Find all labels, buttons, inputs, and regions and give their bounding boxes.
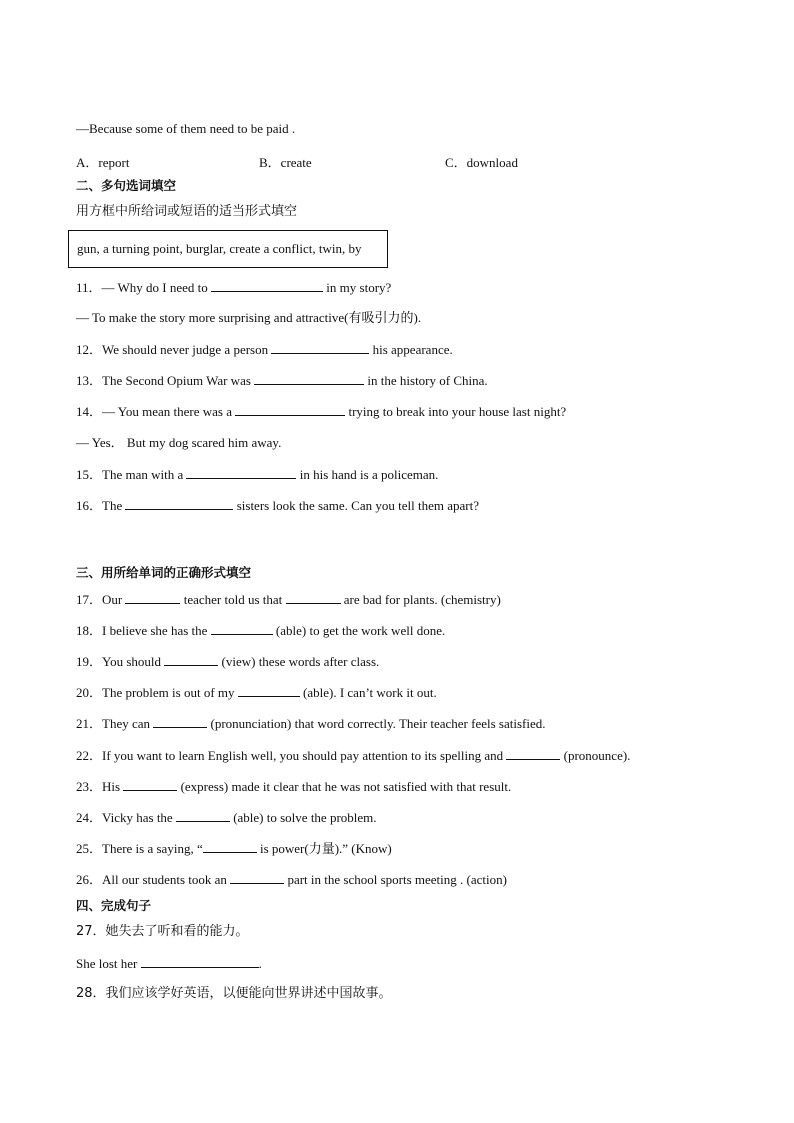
option-c: C．download <box>445 155 518 170</box>
q24-line <box>76 809 377 826</box>
q20-blank[interactable] <box>238 684 300 697</box>
word-box-text: gun, a turning point, burglar, create a conflict, twin, by <box>77 241 362 256</box>
option-a: A．report <box>76 155 130 170</box>
q14-blank[interactable] <box>235 403 345 416</box>
q12-tail: his appearance. <box>372 342 453 357</box>
q25-blank[interactable] <box>203 840 257 853</box>
q20-prompt: 20．The problem is out of my <box>76 685 235 700</box>
q26-blank[interactable] <box>230 871 284 884</box>
q23-line <box>76 778 511 795</box>
q24-prompt: 24．Vicky has the <box>76 810 173 825</box>
q21-line <box>76 715 546 732</box>
q17-middle: teacher told us that <box>183 592 283 607</box>
q27-prompt: She lost her <box>76 956 138 971</box>
q23-tail: (express) made it clear that he was not satisfied with that result. <box>180 779 512 794</box>
q11-prompt: 11．— Why do I need to <box>76 280 208 295</box>
q17-tail: are bad for plants. (chemistry) <box>343 592 501 607</box>
q14-tail: trying to break into your house last night? <box>348 404 567 419</box>
q21-tail: (pronunciation) that word correctly. Their teacher feels satisfied. <box>210 716 546 731</box>
q27-chinese: 27．她失去了听和看的能力。 <box>76 924 249 939</box>
q13-prompt: 13．The Second Opium War was <box>76 373 251 388</box>
q27-tail: . <box>258 956 262 971</box>
q23-blank[interactable] <box>123 778 177 791</box>
q17-blank-1[interactable] <box>125 591 180 604</box>
q28-chinese: 28．我们应该学好英语，以便能向世界讲述中国故事。 <box>76 986 392 1001</box>
q11-line <box>76 279 391 296</box>
q12-line <box>76 341 453 358</box>
q24-tail: (able) to solve the problem. <box>233 810 377 825</box>
q14-line <box>76 403 566 420</box>
q16-blank[interactable] <box>125 497 233 510</box>
q14-response: — Yes． But my dog scared him away. <box>76 435 282 450</box>
q25-prompt: 25．There is a saying, “ <box>76 841 203 856</box>
q16-tail: sisters look the same. Can you tell them apart? <box>236 498 479 513</box>
q13-tail: in the history of China. <box>367 373 488 388</box>
option-b: B．create <box>259 155 312 170</box>
word-box <box>68 230 388 268</box>
q16-prompt: 16．The <box>76 498 123 513</box>
q18-prompt: 18．I believe she has the <box>76 623 208 638</box>
q11-tail: in my story? <box>326 280 392 295</box>
q19-tail: (view) these words after class. <box>221 654 380 669</box>
q21-blank[interactable] <box>153 715 207 728</box>
q14-prompt: 14．— You mean there was a <box>76 404 232 419</box>
q12-blank[interactable] <box>271 341 369 354</box>
q13-line <box>76 372 488 389</box>
q18-tail: (able) to get the work well done. <box>275 623 446 638</box>
q15-blank[interactable] <box>186 466 296 479</box>
q26-tail: part in the school sports meeting . (action) <box>287 872 507 887</box>
q22-tail: (pronounce). <box>563 748 631 763</box>
q26-prompt: 26．All our students took an <box>76 872 227 887</box>
q11-response: — To make the story more surprising and attractive(有吸引力的). <box>76 310 422 325</box>
q19-line <box>76 653 379 670</box>
q21-prompt: 21．They can <box>76 716 151 731</box>
q18-blank[interactable] <box>211 622 273 635</box>
q10-answer-line: —Because some of them need to be paid . <box>76 121 296 136</box>
section2-instruction: 用方框中所给词或短语的适当形式填空 <box>76 204 298 219</box>
section4-title: 四、完成句子 <box>76 898 152 913</box>
section3-title: 三、用所给单词的正确形式填空 <box>76 565 252 580</box>
q12-prompt: 12．We should never judge a person <box>76 342 269 357</box>
q19-prompt: 19．You should <box>76 654 162 669</box>
q17-blank-2[interactable] <box>286 591 341 604</box>
q15-line <box>76 466 438 483</box>
section2-title: 二、多句选词填空 <box>76 178 177 193</box>
q20-tail: (able). I can’t work it out. <box>303 685 437 700</box>
q17-prompt: 17．Our <box>76 592 123 607</box>
q19-blank[interactable] <box>164 653 218 666</box>
q15-prompt: 15．The man with a <box>76 467 184 482</box>
q18-line <box>76 622 445 639</box>
q20-line <box>76 684 437 701</box>
q16-line <box>76 497 479 514</box>
q27-blank[interactable] <box>141 955 259 968</box>
q11-blank[interactable] <box>211 279 323 292</box>
q22-prompt: 22．If you want to learn English well, you should pay attention to its spelling and <box>76 748 504 763</box>
q27-line <box>76 955 262 972</box>
q22-line <box>76 747 630 764</box>
q23-prompt: 23．His <box>76 779 121 794</box>
q26-line <box>76 871 507 888</box>
q17-line <box>76 591 501 608</box>
q24-blank[interactable] <box>176 809 230 822</box>
q13-blank[interactable] <box>254 372 364 385</box>
q22-blank[interactable] <box>506 747 560 760</box>
q25-line <box>76 840 392 857</box>
q25-tail: is power(力量).” (Know) <box>259 841 392 856</box>
q15-tail: in his hand is a policeman. <box>299 467 439 482</box>
